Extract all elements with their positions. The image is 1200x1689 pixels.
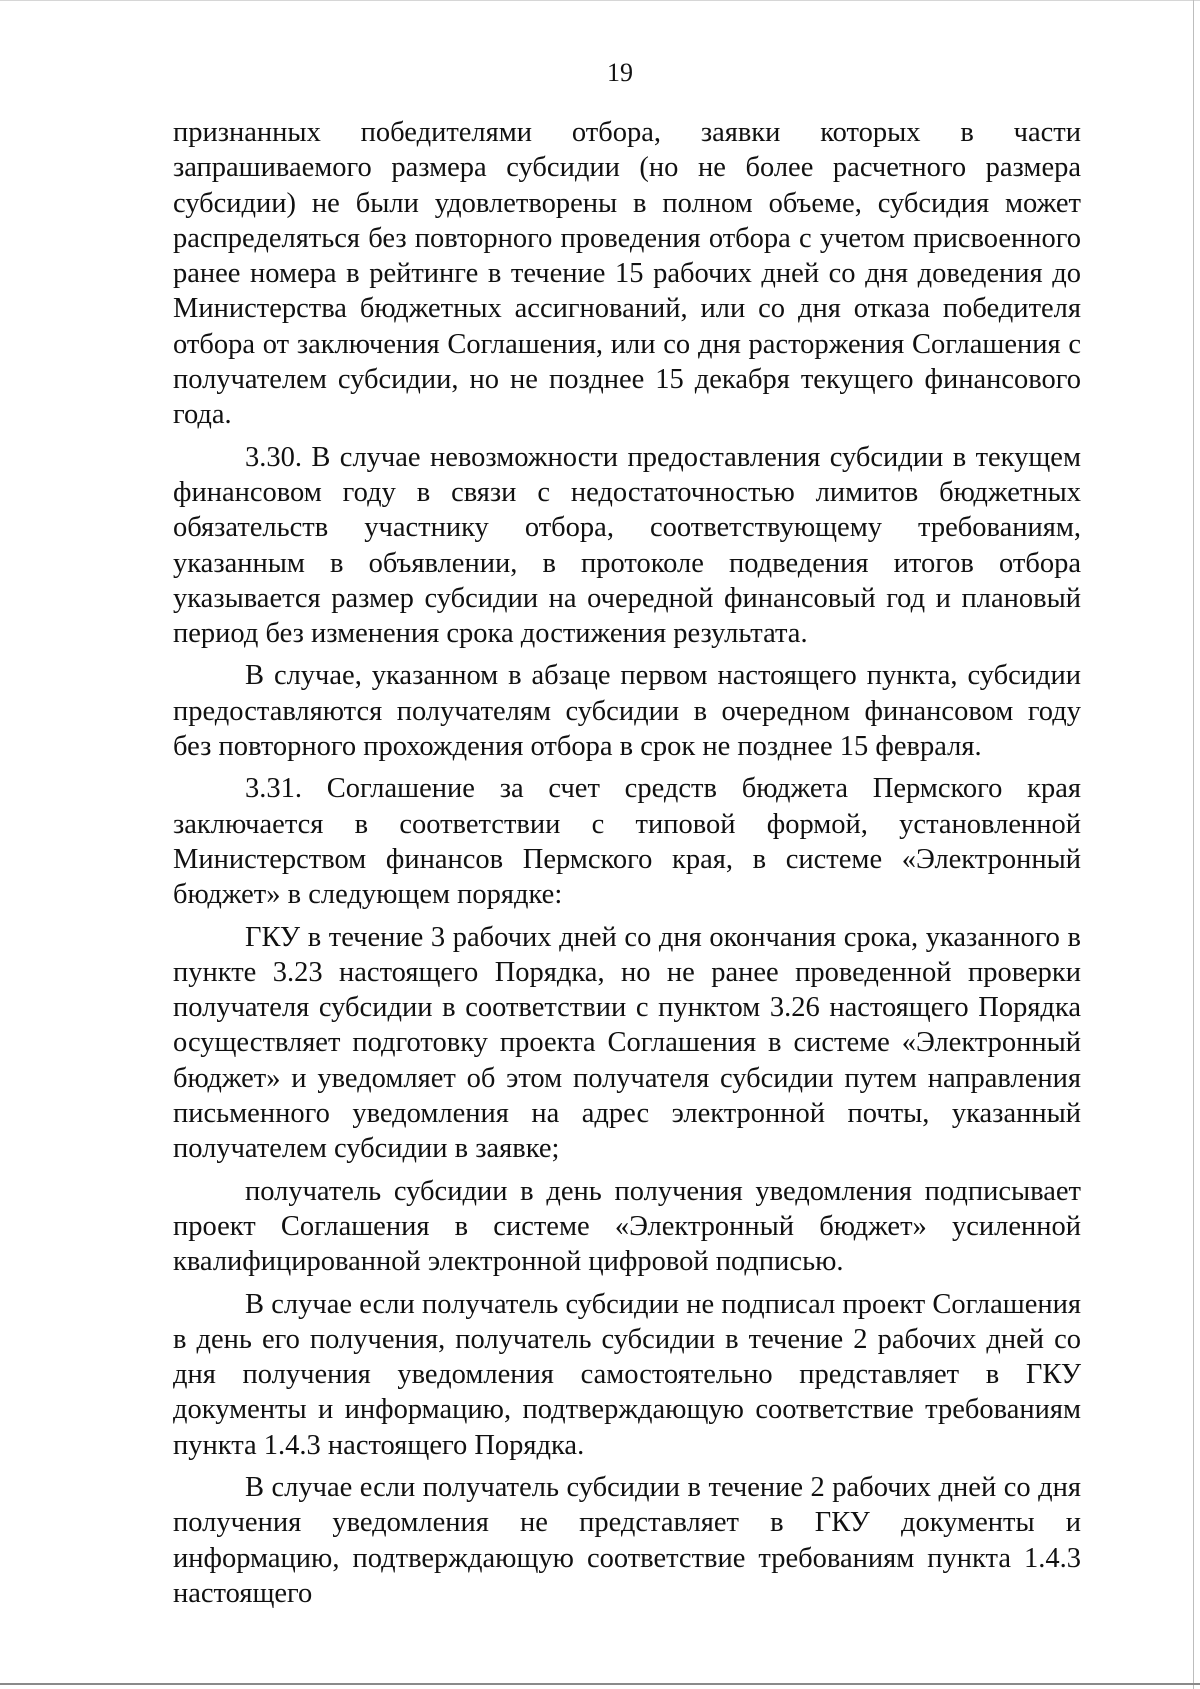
paragraph-3-30-case: В случае, указанном в абзаце первом настоящего пункта, субсидии предоставляются получателям субсидии в очередном финансовом году без повторного прохождения отбора в срок не позднее 15 февраля. [173, 660, 1081, 763]
paragraph-not-submitted: В случае если получатель субсидии в течение 2 рабочих дней со дня получения уведомления не представляет в ГКУ документы и информацию, подтверждающую соответствие требованиям пункта 1.4.3 настоящего [173, 1471, 1081, 1609]
paragraph-not-signed: В случае если получатель субсидии не подписал проект Соглашения в день его получения, получатель субсидии в течение 2 рабочих дней со дня получения уведомления самостоятельно представляет в ГКУ документы и информацию, подтверждающую соответствие требованиям пункта 1.4.3 настоящего Порядка. [173, 1288, 1081, 1461]
paragraph-3-31: 3.31. Соглашение за счет средств бюджета Пермского края заключается в соответствии с типовой формой, установленной Министерством финансов Пермского края, в системе «Электронный бюджет» в следующем порядке: [173, 773, 1081, 911]
page-number: 19 [607, 58, 633, 87]
paragraph-recipient-signs: получатель субсидии в день получения уведомления подписывает проект Соглашения в системе «Электронный бюджет» усиленной квалифицированной электронной цифровой подписью. [173, 1175, 1081, 1278]
scan-edge-top [0, 0, 1200, 1]
paragraph-continuation: признанных победителями отбора, заявки которых в части запрашиваемого размера субсидии (но не более расчетного размера субсидии) не были удовлетворены в полном объеме, субсидия может распределяться без повторного проведения отбора с учетом присвоенного ранее номера в рейтинге в течение 15 рабочих дней со дня доведения до Министерства бюджетных ассигнований, или со дня отказа победителя отбора от заключения Соглашения, или со дня расторжения Соглашения с получателем субсидии, но не позднее 15 декабря текущего финансового года. [173, 117, 1081, 431]
paragraph-3-30: 3.30. В случае невозможности предоставления субсидии в текущем финансовом году в связи с недостаточностью лимитов бюджетных обязательств участнику отбора, соответствующему требованиям, указанным в объявлении, в протоколе подведения итогов отбора указывается размер субсидии на очередной финансовый год и плановый период без изменения срока достижения результата. [173, 441, 1081, 650]
scan-edge-bottom [0, 1683, 1200, 1685]
paragraph-gku-preparation: ГКУ в течение 3 рабочих дней со дня окончания срока, указанного в пункте 3.23 настоящего Порядка, но не ранее проведенной проверки получателя субсидии в соответствии с пунктом 3.26 настоящего Порядка осуществляет подготовку проекта Соглашения в системе «Электронный бюджет» и уведомляет об этом получателя субсидии путем направления письменного уведомления на адрес электронной почты, указанный получателем субсидии в заявке; [173, 921, 1081, 1165]
document-body [173, 115, 1081, 1611]
scan-edge-right [1193, 0, 1194, 1689]
